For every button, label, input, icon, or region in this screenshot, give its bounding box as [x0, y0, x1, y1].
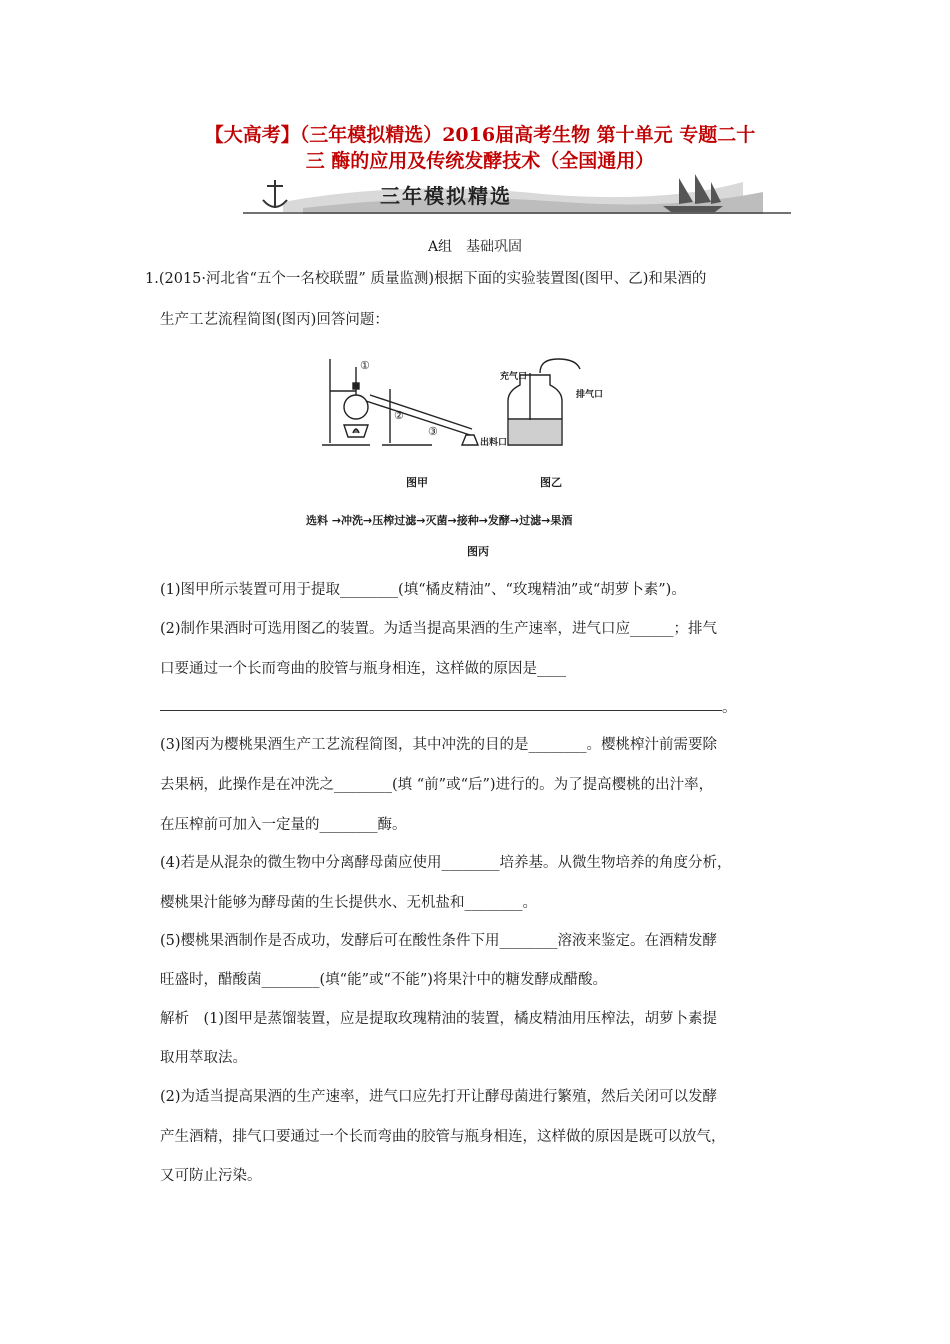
discharge-label: 出料口: [480, 438, 508, 448]
label-1: ①: [360, 359, 370, 372]
part-2-line-1: (2)制作果酒时可选用图乙的装置。为适当提高果酒的生产速率，进气口应______；排气: [160, 621, 718, 637]
part-3-line-2: 去果柄，此操作是在冲洗之________(填 “前”或“后”)进行的。为了提高樱桃的出汁率，: [160, 777, 714, 793]
group-label: A组 基础巩固: [427, 239, 523, 255]
outlet-label: 排气口: [576, 390, 604, 400]
banner-text: 三年模拟精选: [380, 184, 512, 208]
analysis-2-line-1: (2)为适当提高果酒的生产速率，进气口应先打开让酵母菌进行繁殖，然后关闭可以发酵: [160, 1089, 718, 1105]
analysis-1-line-1: 解析 (1)图甲是蒸馏装置，应是提取玫瑰精油的装置，橘皮精油用压榨法，胡萝卜素提: [160, 1011, 718, 1027]
part-1: (1)图甲所示装置可用于提取________(填“橘皮精油”、“玫瑰精油”或“胡萝卜素”)。: [160, 582, 686, 598]
label-2: ②: [394, 409, 404, 422]
caption-yi: 图乙: [540, 476, 562, 489]
part-5-line-2: 旺盛时，醋酸菌________(填“能”或“不能”)将果汁中的糖发酵成醋酸。: [160, 972, 607, 988]
label-3: ③: [428, 425, 438, 438]
question-line-2: 生产工艺流程简图(图丙)回答问题：: [160, 312, 389, 328]
answer-blank-line: [160, 710, 722, 711]
part-3-line-3: 在压榨前可加入一定量的________酶。: [160, 817, 407, 833]
banner-graphic: [243, 172, 791, 218]
distillation-apparatus: [322, 359, 478, 445]
analysis-1-line-2: 取用萃取法。: [160, 1050, 247, 1066]
title-line-2: 三 酶的应用及传统发酵技术（全国通用）: [305, 150, 655, 172]
analysis-2-line-3: 又可防止污染。: [160, 1168, 262, 1184]
caption-jia: 图甲: [406, 476, 428, 489]
part-2-line-3: 。: [722, 700, 737, 716]
title-line-1: 【大高考】（三年模拟精选）2016届高考生物 第十单元 专题二十: [204, 124, 756, 146]
liquid-level: [509, 420, 561, 444]
part-5-line-1: (5)樱桃果酒制作是否成功，发酵后可在酸性条件下用________溶液来鉴定。在酒精发酵: [160, 933, 718, 949]
process-flow: 选料 →冲洗→压榨过滤→灭菌→接种→发酵→过滤→果酒: [306, 514, 573, 527]
question-line-1: 1.(2015·河北省“五个一名校联盟” 质量监测)根据下面的实验装置图(图甲、乙)和果酒的: [145, 271, 707, 287]
part-2-line-2: 口要通过一个长而弯曲的胶管与瓶身相连，这样做的原因是____: [160, 661, 566, 677]
analysis-2-line-2: 产生酒精，排气口要通过一个长而弯曲的胶管与瓶身相连，这样做的原因是既可以放气，: [160, 1129, 726, 1145]
caption-bing: 图丙: [467, 545, 489, 558]
document-title: [140, 122, 820, 174]
part-3-line-1: (3)图丙为樱桃果酒生产工艺流程简图，其中冲洗的目的是________。樱桃榨汁前需要除: [160, 737, 718, 753]
apparatus-figure: [300, 345, 660, 495]
inlet-label: 充气口: [500, 372, 528, 382]
part-4-line-1: (4)若是从混杂的微生物中分离酵母菌应使用________培养基。从微生物培养的角度分析，: [160, 855, 732, 871]
anchor-icon: [263, 180, 287, 208]
part-4-line-2: 樱桃果汁能够为酵母菌的生长提供水、无机盐和________。: [160, 895, 537, 911]
